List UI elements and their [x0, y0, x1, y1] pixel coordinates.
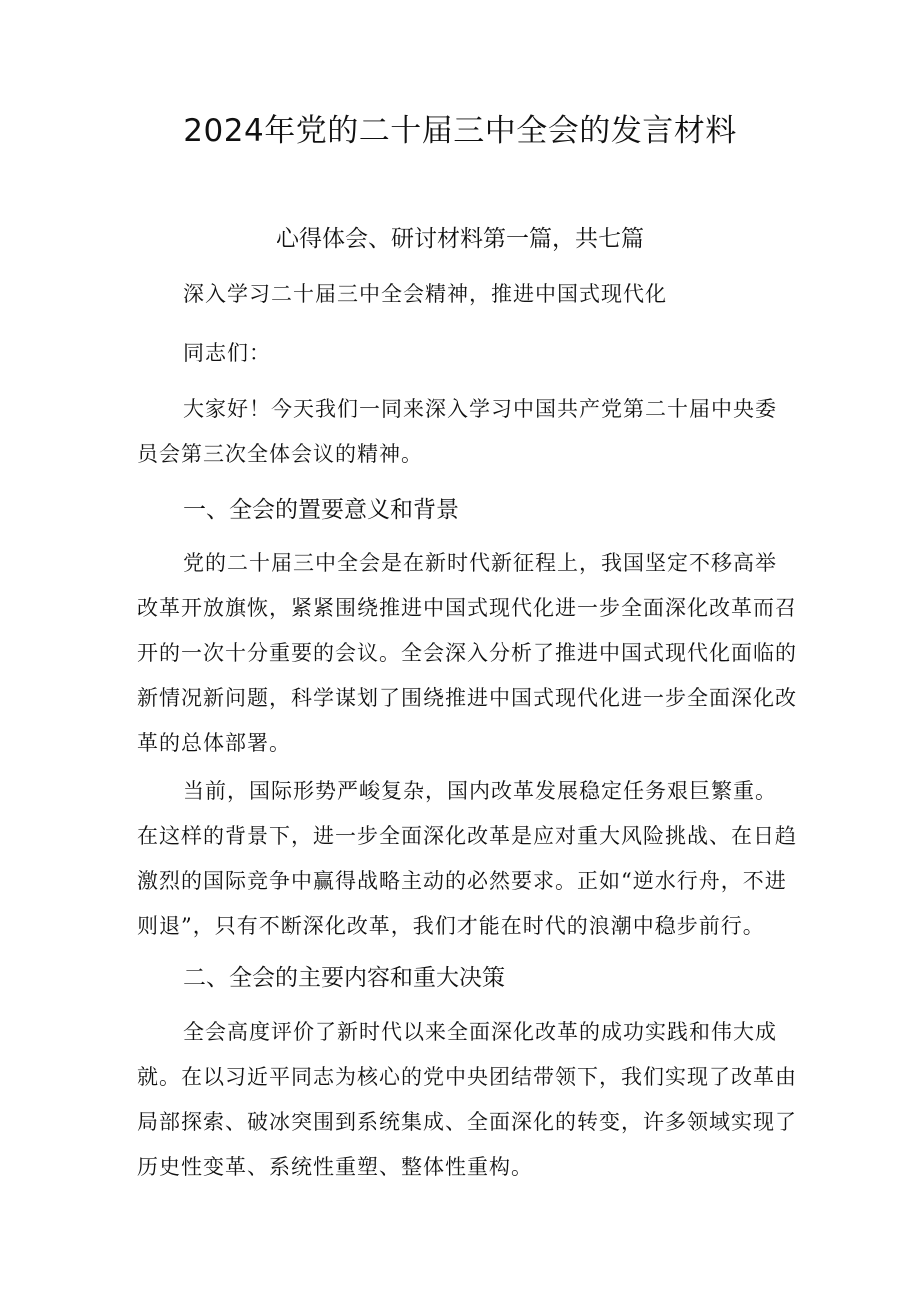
- document-subtitle: 心得体会、研讨材料第一篇，共七篇: [276, 226, 644, 252]
- section-1-heading: 一、全会的置要意义和背景: [183, 497, 459, 523]
- section-2-heading: 二、全会的主要内容和重大决策: [183, 965, 505, 991]
- document-title: 2024年党的二十届三中全会的发言材料: [183, 113, 737, 149]
- section-1-paragraph-2: 当前，国际形势严峻复杂，国内改革发展稳定任务艰巨繁重。在这样的背景下，进一步全面深化改革是应对重大风险挑战、在日趋激烈的国际竞争中赢得战略主动的必然要求。正如“逆水行舟，不进则退”，只有不断深化改革，我们才能在时代的浪潮中稳步前行。: [137, 779, 797, 938]
- salutation: 同志们：: [183, 341, 271, 365]
- section-1-paragraph-1: 党的二十届三中全会是在新时代新征程上，我国坚定不移高举改革开放旗恢，紧紧围绕推进中国式现代化进一步全面深化改革而召开的一次十分重要的会议。全会深入分析了推进中国式现代化面临的新情况新问题，科学谋划了围绕推进中国式现代化进一步全面深化改革的总体部署。: [137, 551, 797, 755]
- speech-title: 深入学习二十届三中全会精神，推进中国式现代化: [183, 282, 667, 306]
- intro-paragraph: 大家好！今天我们一同来深入学习中国共产党第二十届中央委员会第三次全体会议的精神。: [137, 397, 777, 466]
- section-2-paragraph-1: 全会高度评价了新时代以来全面深化改革的成功实践和伟大成就。在以习近平同志为核心的党中央团结带领下，我们实现了改革由局部探索、破冰突围到系统集成、全面深化的转变，许多领域实现了历史性变革、系统性重塑、整体性重构。: [137, 1020, 797, 1179]
